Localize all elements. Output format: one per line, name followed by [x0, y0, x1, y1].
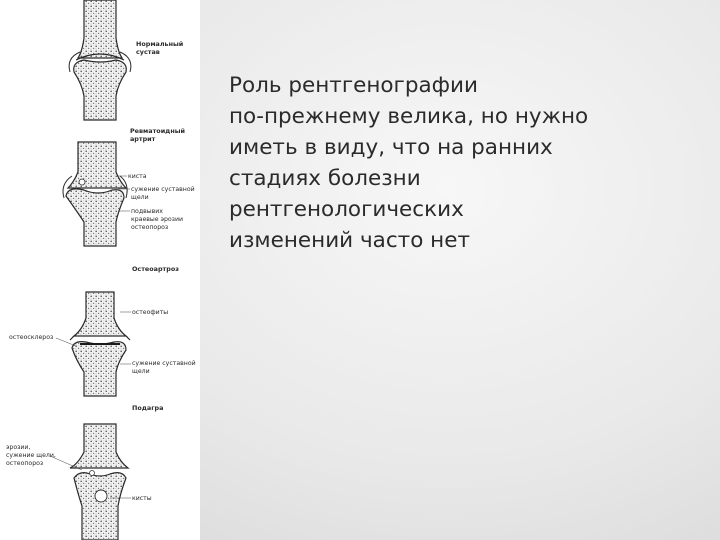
label-marginal-erosions: краевые эрозии	[131, 216, 184, 223]
label-osteophytes: остеофиты	[132, 309, 169, 316]
label-osteoarthritis: Остеоартроз	[132, 265, 179, 273]
label-normal-joint-2: сустав	[136, 48, 160, 56]
body-line-4: стадиях болезни	[229, 166, 421, 191]
label-gout-cysts: кисты	[132, 495, 152, 502]
joint-diagram-panel	[0, 0, 200, 540]
joint-diagrams	[0, 0, 200, 540]
label-oa-narrowing-1: сужение суставной	[132, 360, 196, 367]
body-line-6: изменений часто нет	[229, 228, 470, 253]
label-subluxation: подвывих	[131, 208, 163, 215]
label-rheumatoid-2: артрит	[130, 135, 156, 143]
body-line-2: по-прежнему велика, но нужно	[229, 104, 589, 129]
label-osteoporosis: остеопороз	[131, 224, 169, 231]
label-cyst: киста	[128, 173, 147, 180]
label-gout-erosions-3: остеопороз	[6, 460, 44, 467]
label-joint-space-narrowing-2: щели	[131, 194, 149, 201]
label-gout-erosions-1: эрозии,	[6, 444, 31, 451]
label-joint-space-narrowing-1: сужение суставной	[131, 186, 195, 193]
label-rheumatoid-1: Ревматоидный	[130, 127, 186, 135]
label-oa-narrowing-2: щели	[132, 368, 150, 375]
slide-body-text	[229, 70, 699, 256]
label-gout: Подагра	[132, 404, 164, 412]
normal-joint-diagram	[69, 0, 183, 120]
label-osteosclerosis: остеосклероз	[9, 334, 54, 341]
gout-joint-diagram	[6, 404, 163, 540]
osteoarthritis-joint-diagram	[9, 265, 196, 396]
label-normal-joint-1: Нормальный	[136, 40, 184, 48]
rheumatoid-joint-diagram	[63, 127, 195, 246]
body-line-5: рентгенологических	[229, 197, 464, 222]
label-gout-erosions-2: сужение щели,	[6, 452, 56, 459]
body-line-1: Роль рентгенографии	[229, 73, 479, 98]
body-line-3: иметь в виду, что на ранних	[229, 135, 553, 160]
